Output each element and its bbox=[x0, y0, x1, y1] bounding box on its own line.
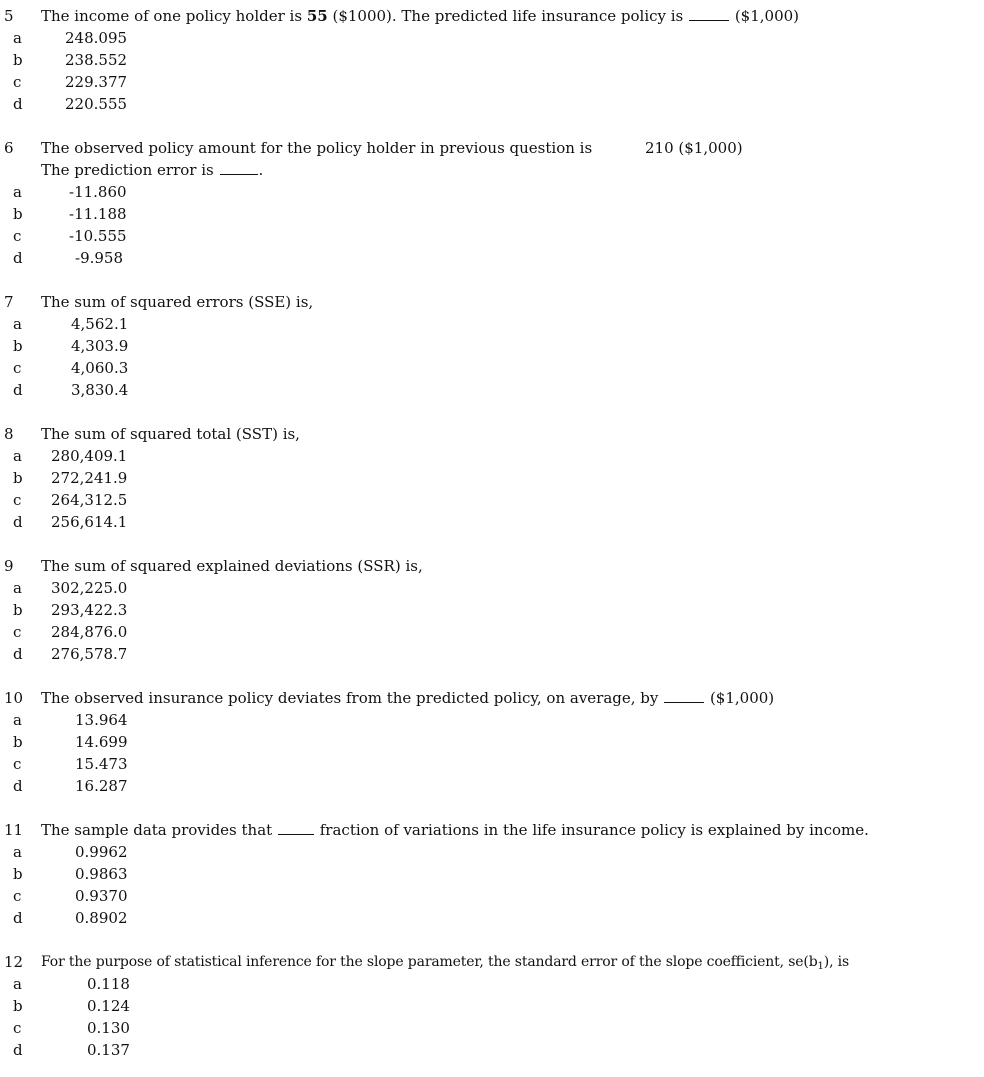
option-letter: c bbox=[13, 887, 22, 905]
option-value: -9.958 bbox=[75, 249, 124, 267]
option-letter: b bbox=[13, 865, 23, 883]
option-letter: b bbox=[13, 51, 23, 69]
question-number: 8 bbox=[4, 425, 14, 443]
option-letter: a bbox=[13, 29, 22, 47]
option-value: 13.964 bbox=[75, 711, 128, 729]
option-value: 0.8902 bbox=[75, 909, 128, 927]
option-value: 248.095 bbox=[65, 29, 128, 47]
option-letter: d bbox=[13, 777, 23, 795]
option-value: 0.124 bbox=[87, 997, 130, 1015]
option-value: 256,614.1 bbox=[51, 513, 128, 531]
answer-blank bbox=[278, 820, 314, 835]
option-value: 15.473 bbox=[75, 755, 128, 773]
answer-blank bbox=[689, 6, 729, 21]
option-value: -10.555 bbox=[69, 227, 127, 245]
question-number: 11 bbox=[4, 821, 24, 839]
option-value: 302,225.0 bbox=[51, 579, 128, 597]
option-value: 0.118 bbox=[87, 975, 130, 993]
option-letter: c bbox=[13, 623, 22, 641]
question-text: The sum of squared explained deviations (SSR) is, bbox=[41, 557, 423, 575]
option-value: 0.9863 bbox=[75, 865, 128, 883]
option-letter: b bbox=[13, 997, 23, 1015]
option-value: 4,562.1 bbox=[71, 315, 129, 333]
option-letter: a bbox=[13, 447, 22, 465]
option-letter: b bbox=[13, 469, 23, 487]
option-value: 0.9370 bbox=[75, 887, 128, 905]
option-value: -11.860 bbox=[69, 183, 127, 201]
question-text-line2: The prediction error is . bbox=[41, 161, 264, 179]
option-letter: c bbox=[13, 227, 22, 245]
question-number: 12 bbox=[4, 953, 24, 971]
option-value: 0.9962 bbox=[75, 843, 128, 861]
answer-blank bbox=[664, 688, 704, 703]
income-value: 55 bbox=[306, 7, 328, 25]
question-text: The observed insurance policy deviates from the predicted policy, on average, by ($1,000) bbox=[41, 689, 775, 707]
option-letter: c bbox=[13, 1019, 22, 1037]
option-value: 4,303.9 bbox=[71, 337, 129, 355]
option-value: 276,578.7 bbox=[51, 645, 128, 663]
option-letter: d bbox=[13, 645, 23, 663]
question-number: 7 bbox=[4, 293, 14, 311]
option-value: 220.555 bbox=[65, 95, 128, 113]
question-number: 9 bbox=[4, 557, 14, 575]
question-text: The sample data provides that fraction of variations in the life insurance policy is explained by income. bbox=[41, 821, 869, 839]
option-value: 229.377 bbox=[65, 73, 128, 91]
option-letter: a bbox=[13, 975, 22, 993]
observed-value: 210 ($1,000) bbox=[645, 139, 743, 157]
option-letter: d bbox=[13, 513, 23, 531]
option-value: 0.130 bbox=[87, 1019, 130, 1037]
question-number: 6 bbox=[4, 139, 14, 157]
option-letter: b bbox=[13, 205, 23, 223]
question-number: 10 bbox=[4, 689, 24, 707]
answer-blank bbox=[220, 160, 258, 175]
option-value: 0.137 bbox=[87, 1041, 130, 1059]
option-letter: c bbox=[13, 491, 22, 509]
option-value: 14.699 bbox=[75, 733, 128, 751]
option-letter: b bbox=[13, 337, 23, 355]
option-letter: a bbox=[13, 183, 22, 201]
question-number: 5 bbox=[4, 7, 14, 25]
option-letter: d bbox=[13, 249, 23, 267]
option-value: 280,409.1 bbox=[51, 447, 128, 465]
option-letter: a bbox=[13, 843, 22, 861]
option-letter: d bbox=[13, 381, 23, 399]
option-value: -11.188 bbox=[69, 205, 127, 223]
option-value: 4,060.3 bbox=[71, 359, 129, 377]
option-value: 284,876.0 bbox=[51, 623, 128, 641]
option-value: 264,312.5 bbox=[51, 491, 128, 509]
question-text: For the purpose of statistical inference for the slope parameter, the standard error of the slope coefficient, $se(b_1)$, is bbox=[41, 954, 850, 972]
question-text: The sum of squared total (SST) is, bbox=[41, 425, 300, 443]
option-letter: c bbox=[13, 359, 22, 377]
option-letter: d bbox=[13, 95, 23, 113]
option-value: 3,830.4 bbox=[71, 381, 129, 399]
question-text: The observed policy amount for the policy holder in previous question is bbox=[41, 139, 593, 157]
question-text: The sum of squared errors (SSE) is, bbox=[41, 293, 314, 311]
option-letter: d bbox=[13, 1041, 23, 1059]
option-letter: c bbox=[13, 73, 22, 91]
option-value: 16.287 bbox=[75, 777, 128, 795]
option-letter: b bbox=[13, 601, 23, 619]
option-value: 238.552 bbox=[65, 51, 128, 69]
option-letter: d bbox=[13, 909, 23, 927]
question-text: The income of one policy holder is 55 ($1000). The predicted life insurance policy is ($1,000) bbox=[41, 7, 800, 25]
option-letter: c bbox=[13, 755, 22, 773]
option-letter: a bbox=[13, 711, 22, 729]
option-letter: b bbox=[13, 733, 23, 751]
option-value: 272,241.9 bbox=[51, 469, 128, 487]
option-letter: a bbox=[13, 579, 22, 597]
option-letter: a bbox=[13, 315, 22, 333]
option-value: 293,422.3 bbox=[51, 601, 128, 619]
